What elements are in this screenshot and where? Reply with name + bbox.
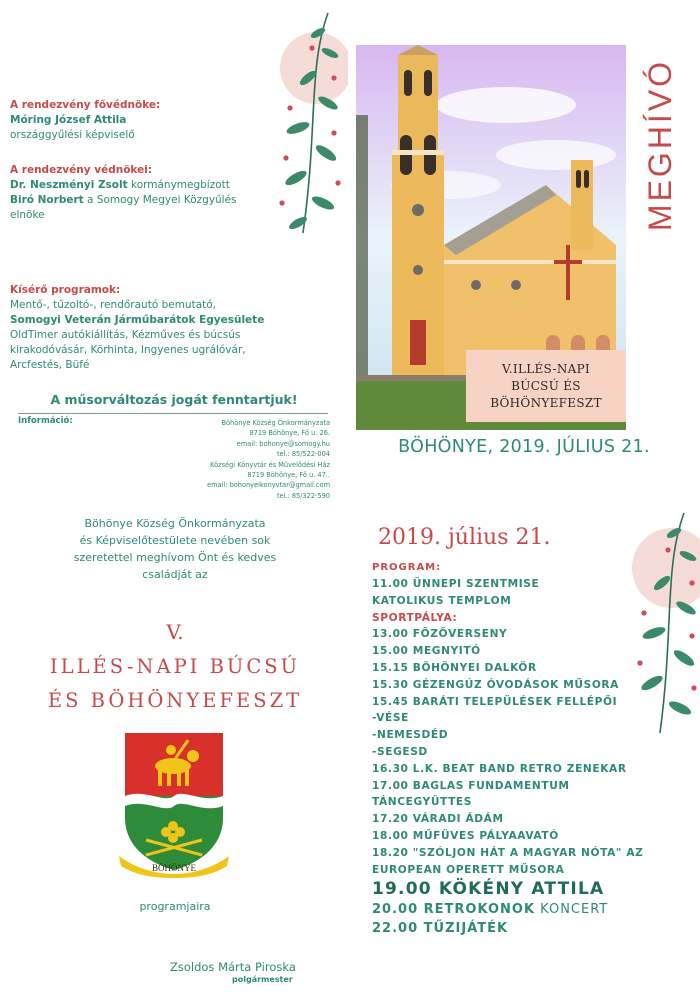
program-item-fireworks: 22.00 TŰZIJÁTÉK [372, 921, 509, 937]
program-item: -NEMESDÉD [372, 729, 449, 742]
side-programs-line: OldTimer autókiállítás, Kézműves és búcsús [10, 329, 241, 341]
side-programs-section [10, 283, 264, 373]
invitation-intro [0, 515, 350, 583]
program-item: 18.20 "SZÓLJON HÁT A MAGYAR NÓTA" AZ [372, 846, 644, 859]
signer-name: Zsoldos Márta Piroska [170, 960, 296, 974]
contact-line: Böhönye Község Önkormányzata [221, 419, 330, 427]
side-programs-line: Arcfestés, Büfé [10, 359, 90, 371]
program-date: 2019. július 21. [378, 525, 551, 550]
invitation-panel [0, 500, 350, 1000]
program-item: 17.00 BAGLAS FUNDAMENTUM [372, 779, 570, 792]
contact-line: tel.: 85/322-590 [276, 491, 330, 500]
event-location-date: BÖHÖNYE, 2019. JÚLIUS 21. [398, 437, 650, 457]
title-line: ÉS BÖHÖNYEFESZT [47, 689, 303, 712]
contact-line: email: bohonye@somogy.hu [236, 439, 330, 448]
program-item: 15.30 GÉZENGÚZ ÓVODÁSOK MŰSORA [372, 678, 619, 691]
coat-of-arms-icon [115, 728, 233, 878]
patron-role: országgyűlési képviselő [10, 129, 135, 141]
event-badge [466, 350, 626, 422]
patrons-panel [0, 0, 348, 500]
side-programs-line: Somogyi Veterán Járműbarátok Egyesülete [10, 314, 265, 326]
program-item: 11.00 ÜNNEPI SZENTMISE [372, 578, 540, 590]
vertical-title-text: MEGHÍVÓ [642, 58, 678, 232]
patron-heading: A rendezvény fővédnöke: [10, 99, 161, 111]
vertical-title [640, 25, 680, 265]
sponsor1-name: Dr. Neszményi Zsolt [10, 179, 128, 191]
cover-panel [348, 0, 700, 500]
intro-line: és Képviselőtestülete nevében sok [79, 534, 271, 547]
program-item: 16.30 L.K. BEAT BAND RETRO ZENEKAR [372, 762, 627, 775]
sponsor2-role-cont: elnöke [10, 209, 45, 221]
program-item: TÁNCEGYÜTTES [372, 796, 472, 809]
sponsor2-role: a Somogy Megyei Közgyűlés [83, 194, 237, 206]
event-title [0, 650, 350, 718]
side-programs-heading: Kísérő programok: [10, 284, 121, 296]
program-item: 15.15 BÖHÖNYEI DALKÖR [372, 661, 537, 674]
program-item-concert [372, 900, 700, 919]
signer-role: polgármester [232, 975, 293, 984]
program-venue: SPORTPÁLYA: [372, 611, 458, 624]
edition-number: V. [166, 620, 184, 644]
programs-word: programjaira [139, 900, 211, 913]
sponsors-heading: A rendezvény védnökei: [10, 164, 153, 176]
patron-name: Móring József Attila [10, 114, 127, 126]
intro-line: családját az [142, 568, 208, 581]
program-item: -SEGESD [372, 745, 428, 758]
side-programs-line: kirakodóvásár, Körhinta, Ingyenes ugrálóvár, [10, 344, 246, 356]
program-item: EUROPEAN OPERETT MŰSORA [372, 863, 565, 876]
change-notice: A műsorváltozás jogát fenntartjuk! [50, 392, 298, 407]
program-item: 13.00 FŐZŐVERSENY [372, 628, 508, 641]
program-item: 18.00 MŰFÜVES PÁLYAAVATÓ [372, 829, 559, 842]
sponsors-section [10, 163, 237, 223]
program-item: 15.00 MEGNYITÓ [372, 645, 481, 658]
program-item: 17.20 VÁRADI ÁDÁM [372, 813, 504, 826]
sponsor1-role: kormánymegbízott [127, 179, 230, 191]
contact-line: email: bohonyeikonyvtar@gmail.com [207, 481, 330, 490]
contact-line: 8719 Böhönye, Fő u. 26. [249, 429, 330, 438]
program-list [372, 576, 700, 938]
contact-line: 8719 Böhönye, Fő u. 47.. [247, 471, 330, 480]
program-item-concert-word: KONCERT [535, 902, 609, 918]
floral-decoration-icon [268, 8, 348, 238]
program-item-headliner: 19.00 KÖKÉNY ATTILA [372, 879, 605, 900]
contact-info [207, 418, 330, 501]
program-panel [350, 500, 700, 1000]
badge-line: BÖHÖNYEFESZT [490, 396, 602, 410]
contact-line: tel.: 85/522-004 [276, 450, 330, 459]
contact-line: Községi Könyvtár és Művelődési Ház [210, 460, 330, 469]
info-label: Információ: [18, 416, 73, 426]
title-line: ILLÉS-NAPI BÚCSÚ [49, 655, 301, 678]
side-programs-line: Mentő-, tűzoltó-, rendőrautó bemutató, [10, 299, 217, 311]
sponsor2-name: Biró Norbert [10, 194, 84, 206]
divider [18, 413, 328, 414]
intro-line: Böhönye Község Önkormányzata [84, 517, 266, 530]
crest-ribbon-text: BÖHÖNYE [152, 863, 196, 873]
intro-line: szeretettel meghívom Önt és kedves [73, 551, 277, 564]
patron-section [10, 98, 160, 143]
badge-line: V.ILLÉS-NAPI [501, 362, 591, 376]
program-label: PROGRAM: [372, 562, 442, 573]
program-item: KATOLIKUS TEMPLOM [372, 594, 512, 607]
badge-line: BÚCSÚ ÉS [511, 379, 581, 393]
program-item: -VÉSE [372, 712, 409, 725]
program-item: 15.45 BARÁTI TELEPÜLÉSEK FELLÉPŐI [372, 695, 618, 708]
program-item-concert-band: 20.00 RETROKONOK [372, 902, 536, 918]
